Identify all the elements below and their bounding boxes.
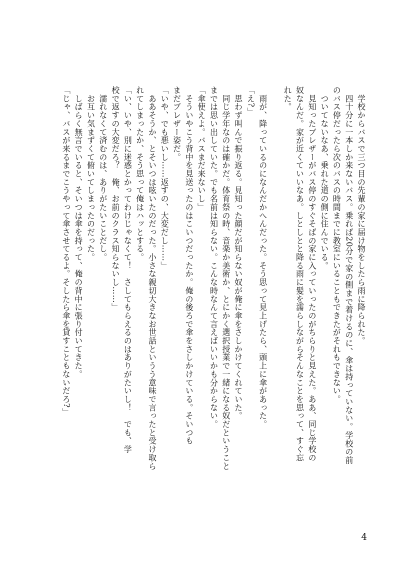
text-line: 濡れなくて済むのは、ありがたいことだし。 [98, 86, 108, 262]
text-line: 「え?」 [246, 86, 256, 116]
text-line: 校で返すの大変だろ？ 俺、お前のクラス知らないし……」 [111, 86, 121, 312]
text-line: 「傘使えよ。バスまだ来ないし」 [197, 86, 207, 212]
text-line: ああそうか、とそいつは呟いたのだった。小さな親切大きなお世話というう意味で言ったと受け取ら [147, 86, 157, 471]
text-line: 奴なんだ。家が近くていいなあ。しとしとと降る雨に髪を濡らしながらそんなことを思って、すぐ忘 [295, 86, 305, 462]
text-line: しばらく無言でいると、そいつは傘を持って、俺の背中に張り付いてきた。 [74, 86, 84, 379]
text-line: まだブレザー姿だ。 [172, 86, 182, 162]
text-line: そういやこう背中を見送ったのはこいつだったか。俺の後ろで傘をさしかけている。そいつも [184, 86, 194, 446]
text-line: 雨が、降っているのになんだかへんだった。そう思って見上げたら、頭上に傘があった。 [258, 86, 268, 429]
text-line: お互い気まずくて俯いてしまったのだった。 [86, 86, 96, 262]
paragraph-gap [269, 86, 281, 496]
page-number: 4 [361, 533, 367, 543]
text-line: 思わず叫んで振り返る。見知った顔だが知らない奴が俺に傘をさしかけてくれていた。 [234, 86, 244, 420]
text-line: れてしまったか、そう思って俺はハッとする。 [135, 86, 145, 262]
text-line: 同じ学年なのは確かだ。体育祭の時、音楽か美術か、とにかく選択授業で一緒になる奴だということ [221, 86, 231, 471]
text-line: 四十分に一本しか来ないバス。乗れば20分で家の側まで着けるのに、傘は持っていない。学校の前 [344, 86, 354, 465]
text-line: 「じゃ、バスが来るまでこうやって傘させてるよ。そしたら傘を貸すこともないだろ?」 [61, 86, 71, 417]
text-line: のバス停だったら次のバスの時間までに教室にいることもできたがそれもできない。 [332, 86, 342, 404]
text-line: 「いや、でも悪いし……返すの、大変だし……」 [160, 86, 170, 270]
text-line: までは思い出していた。でも名前は知らない。こんな時なんて言えばいいかも分からない。 [209, 86, 219, 429]
body-text [33, 86, 367, 496]
text-line: ついてないなあ、乗れた道の側に住んでいる。 [320, 86, 330, 270]
text-line: 見知ったブレザーがバス停のすぐそばの家に入っていったのがちらりと見えた。ああ、同じ学校の [307, 86, 317, 462]
text-line: 学校からバスで三つ目の先輩の家に届け物をしたら雨に降られた。 [357, 86, 366, 345]
text-line: 「い、いや、別に迷惑とかってわけじゃなくて！ さしてもらえるのはありがたいし！ でも、学 [123, 86, 133, 454]
text-line: れた。 [283, 86, 293, 112]
